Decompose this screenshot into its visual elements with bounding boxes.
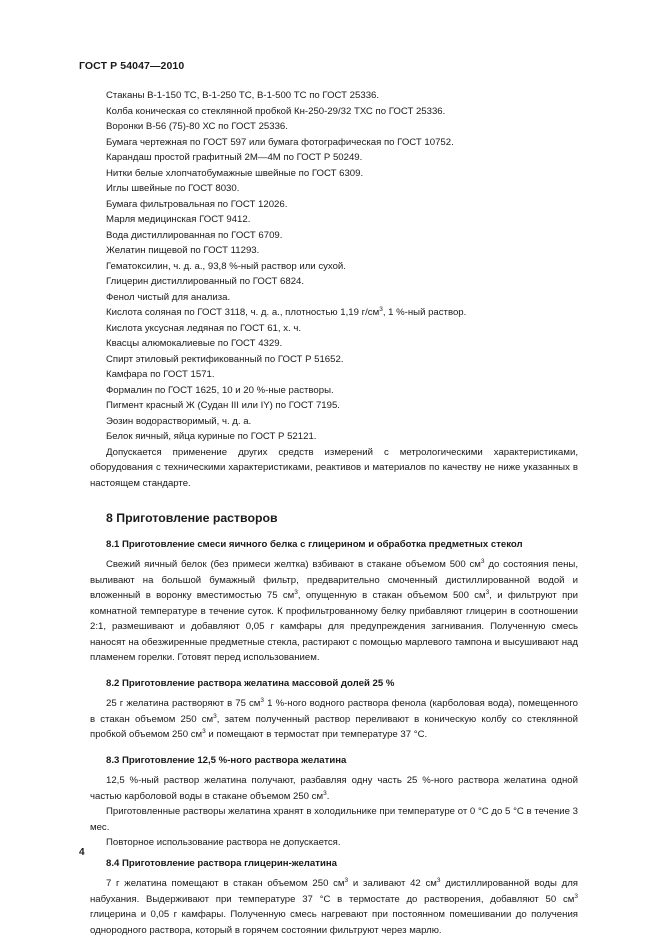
list-item: Белок яичный, яйца куриные по ГОСТ Р 52121. — [106, 431, 317, 442]
list-item: Глицерин дистиллированный по ГОСТ 6824. — [106, 276, 305, 287]
section-8-2-title: 8.2 Приготовление раствора желатина массовой долей 25 % — [106, 677, 395, 689]
section-8-1-text: Свежий яичный белок (без примеси желтка) взбивают в стакане объемом 500 $см^3$ до состояния пены, выливают на большой бумажный фильтр, предварительно смоченный дистиллированной водой и вложенный в воронку вместимостью 75 $см^3$, опущенную в стакан объемом 500 $см^3$, и фильтруют при комнатной температуре в течение суток. К профильтрованному белку прибавляют глицерин в соотношении 2:1, размешивают и добавляют 0,05 г камфары для предупреждения загнивания. Полученную смесь наносят на обезжиренные предметные стекла, растирают с помощью марлевого тампона и высушивают над пламенем горелки. Готовят перед использованием. — [90, 558, 578, 663]
equipment-list — [90, 88, 578, 445]
list-item: Фенол чистый для анализа. — [106, 291, 231, 303]
list-item: Нитки белые хлопчатобумажные швейные по ГОСТ 6309. — [106, 167, 364, 179]
page-content — [90, 88, 578, 938]
list-item: Желатин пищевой по ГОСТ 11293. — [106, 245, 260, 256]
list-item: Вода дистиллированная по ГОСТ 6709. — [106, 229, 283, 241]
section-8-title: 8 Приготовление растворов — [106, 511, 278, 525]
list-item: Эозин водорастворимый, ч. д. а. — [106, 415, 252, 427]
allowance-paragraph: Допускается применение других средств измерений с метрологическими характеристиками, оборудования с техническими характеристиками, реактивов и материалов по качеству не ниже указанных в настоящем стандарте. — [90, 446, 578, 489]
list-item: Бумага фильтровальная по ГОСТ 12026. — [106, 198, 288, 210]
list-item: Спирт этиловый ректификованный по ГОСТ Р 51652. — [106, 353, 344, 365]
section-8-2-text: 25 г желатина растворяют в 75 $см^3$ 1 %-ного водного раствора фенола (карболовая вода), помещенного в стакан объемом 250 $см^3$, затем полученный раствор переливают в коническую колбу со стеклянной пробкой объемом 250 $см^3$ и помещают в термостат при температуре 37 °С. — [90, 697, 579, 740]
section-8-3-text-1: 12,5 %-ный раствор желатина получают, разбавляя одну часть 25 %-ного раствора желатина одной частью карболовой воды в стакане объемом 250 $см^3$. — [90, 775, 578, 802]
list-item: Иглы швейные по ГОСТ 8030. — [106, 183, 240, 194]
list-item: Камфара по ГОСТ 1571. — [106, 369, 215, 380]
list-item: Марля медицинская ГОСТ 9412. — [106, 214, 251, 225]
section-8-3-text-2: Приготовленные растворы желатина хранят в холодильнике при температуре от 0 °С до 5 °С в течение 3 мес. — [90, 806, 578, 833]
list-item: Бумага чертежная по ГОСТ 597 или бумага фотографическая по ГОСТ 10752. — [106, 136, 454, 148]
section-8-4-title: 8.4 Приготовление раствора глицерин-желатина — [106, 857, 337, 869]
page-number: 4 — [79, 847, 85, 858]
list-item: Воронки В-56 (75)-80 ХС по ГОСТ 25336. — [106, 121, 288, 132]
list-item: Кислота уксусная ледяная по ГОСТ 61, х. ч. — [106, 322, 301, 334]
section-8-4-text: 7 г желатина помещают в стакан объемом 250 $см^3$ и заливают 42 $см^3$ дистиллированной воды для набухания. Выдерживают при температуре 37 °С в термостате до растворения, добавляют 50 $см^3$ глицерина и 0,05 г камфары. Полученную смесь нагревают при постоянном помешивании до получения однородного раствора, который в горячем состоянии фильтруют через марлю. — [90, 877, 579, 936]
list-item: Карандаш простой графитный 2М—4М по ГОСТ Р 50249. — [106, 152, 363, 163]
section-8-3-title: 8.3 Приготовление 12,5 %-ного раствора желатина — [106, 754, 347, 766]
section-8-1-title: 8.1 Приготовление смеси яичного белка с глицерином и обработка предметных стекол — [106, 538, 523, 550]
list-item: Кислота соляная по ГОСТ 3118, ч. д. а., плотностью 1,19 $г/см^3$, 1 %-ный раствор. — [106, 306, 467, 318]
list-item: Стаканы В-1-150 ТС, В-1-250 ТС, В-1-500 ТС по ГОСТ 25336. — [106, 90, 380, 101]
section-8-3-text-3: Повторное использование раствора не допускается. — [106, 837, 341, 848]
list-item: Гематоксилин, ч. д. а., 93,8 %-ный раствор или сухой. — [106, 260, 346, 272]
list-item: Квасцы алюмокалиевые по ГОСТ 4329. — [106, 338, 283, 349]
list-item: Формалин по ГОСТ 1625, 10 и 20 %-ные растворы. — [106, 384, 334, 396]
list-item: Колба коническая со стеклянной пробкой Кн-250-29/32 ТХС по ГОСТ 25336. — [106, 105, 446, 117]
list-item: Пигмент красный Ж (Судан III или IY) по ГОСТ 7195. — [106, 400, 340, 411]
page-header: ГОСТ Р 54047—2010 — [79, 60, 185, 72]
